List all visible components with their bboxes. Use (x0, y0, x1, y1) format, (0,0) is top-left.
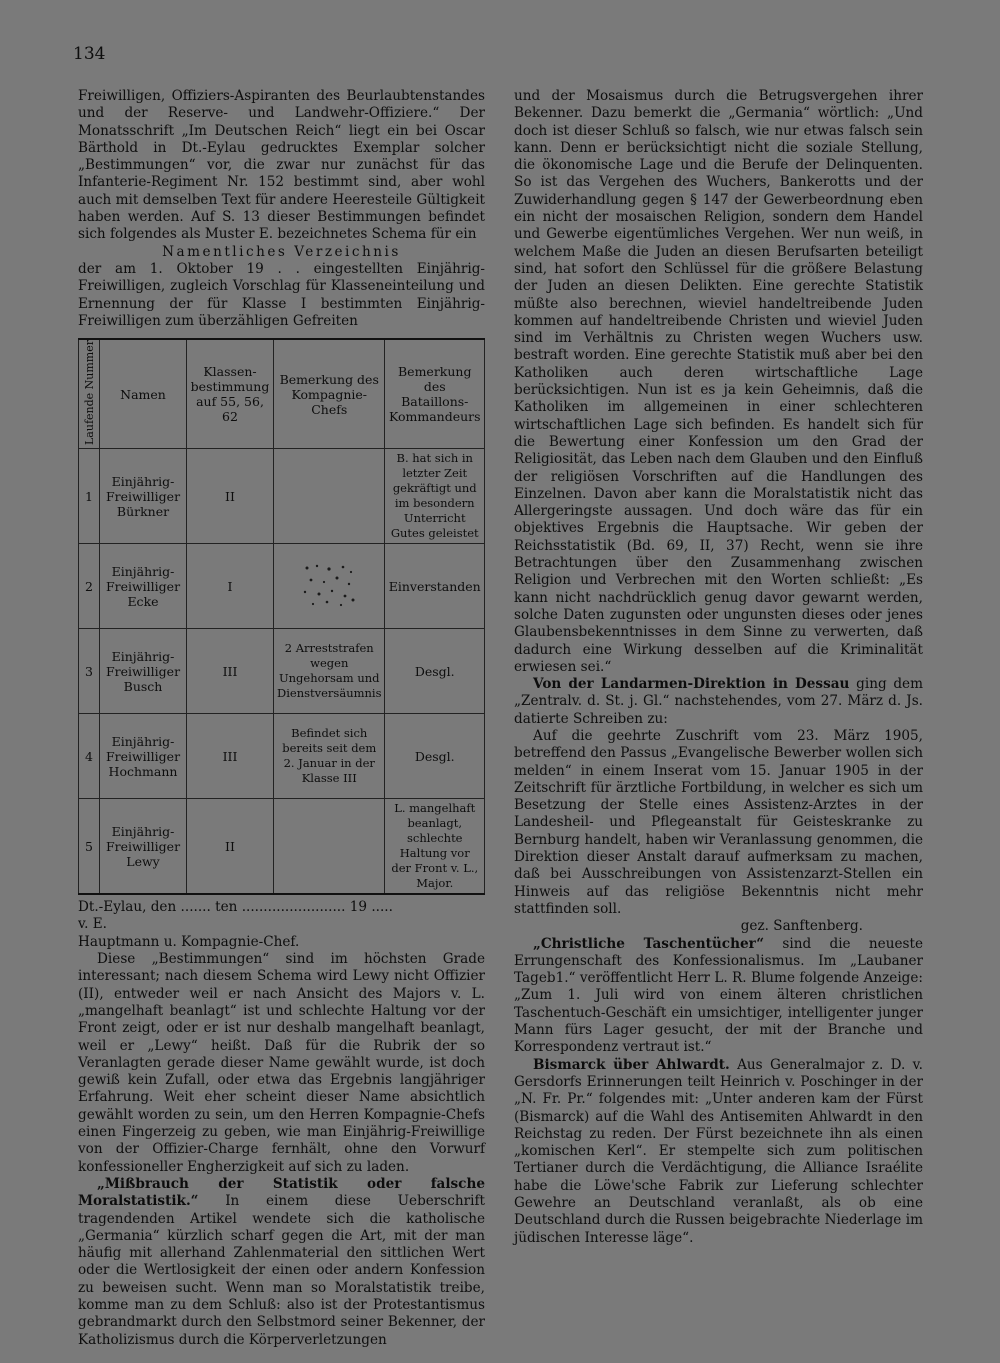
row-number: 4 (79, 714, 100, 799)
stamp-cell (274, 544, 385, 629)
row-chef: Befindet sich bereits seit dem 2. Januar in der Klasse III (274, 714, 385, 799)
table-row (79, 714, 485, 799)
row-name: Einjährig-Freiwilliger Hochmann (100, 714, 187, 799)
right-paragraph-2-text: ging dem „Zentralv. d. St. j. Gl.“ nachstehendes, vom 27. März d. Js. datierte Schreiben zu: (514, 676, 923, 727)
row-klasse: III (187, 714, 274, 799)
right-paragraph-5 (514, 1057, 923, 1247)
letter-signature: gez. Sanftenberg. (740, 918, 863, 935)
table-row (79, 799, 485, 895)
row-chef: 2 Arreststrafen wegen Ungehorsam und Dienstversäumnis (274, 629, 385, 714)
header-kommandeur: Bemerkung des Bataillons-Kommandeurs (385, 339, 485, 449)
left-paragraph-1: Freiwilligen, Offiziers-Aspiranten des Beurlaubtenstandes und der Reserve- und Landwehr-Offiziere.“ Der Monatsschrift „Im Deutschen Reich“ liegt ein bei Oscar Bärthold in Dt.-Eylau gedrucktes Exemplar solcher „Bestimmungen“ vor, die zwar nur zunächst für das Infanterie-Regiment Nr. 152 bestimmt sind, aber wohl auch mit demselben Text für andere Heeresteile Gültigkeit haben werden. Auf S. 13 dieser Bestimmungen befindet sich folgendes als Muster E. bezeichnetes Schema für ein (78, 88, 485, 243)
signature-place: Dt.-Eylau, den ....... ten ........................ 19 ..... (78, 899, 393, 916)
row-number: 3 (79, 629, 100, 714)
row-kommandeur: B. hat sich in letzter Zeit gekräftigt und im besondern Unterricht Gutes geleistet (385, 449, 485, 544)
right-paragraph-4 (514, 936, 923, 1057)
row-kommandeur: Desgl. (385, 714, 485, 799)
right-paragraph-2 (514, 676, 923, 728)
right-paragraph-5-text: Aus Generalmajor z. D. v. Gersdorfs Erinnerungen teilt Heinrich v. Poschinger in der „N. Fr. Pr.“ folgendes mit: „Unter anderen kam der Fürst (Bismarck) auf die Wahl des Antisemiten Ahlwardt in den Reichstag zu reden. Der Fürst bezeichnete ihn als einen „komischen Kerl“. Er stempelte sich zum politischen Tertianer durch die Verdächtigung, die Alliance Israélite habe die Löwe'sche Fabrik zur Lieferung schlechter Gewehre an Deutschland veranlaßt, als ob eine Deutschland durch die Russen beigebrachte Niederlage im jüdischen Interesse läge“. (514, 1056, 924, 1246)
section-heading-statistik: „Mißbrauch der Statistik oder falsche Moralstatistik.“ (78, 1175, 485, 1210)
row-klasse: II (187, 449, 274, 544)
header-laufende-nummer: Laufende Nummer (79, 339, 100, 449)
section-heading-bismarck: Bismarck über Ahlwardt. (533, 1056, 730, 1073)
row-name: Einjährig-Freiwilliger Busch (100, 629, 187, 714)
row-number: 1 (79, 449, 100, 544)
table-header-row (79, 339, 485, 449)
row-kommandeur: Einverstanden (385, 544, 485, 629)
left-paragraph-4-text: In einem diese Ueberschrift tragendenden Artikel wendete sich die katholische „Germania“ kürzlich scharf gegen die Art, mit der man häufig mit allerhand Zahlenmaterial den sittlichen Wert oder die Wertlosigkeit der einen oder andern Konfession zu beweisen sucht. Wenn man so Moralstatistik treibe, komme man zu dem Schluß: also ist der Protestantismus gebrandmarkt durch den Selbstmord seiner Bekenner, der Katholizismus durch die Körperverletzungen (78, 1193, 485, 1348)
row-name: Einjährig-Freiwilliger Bürkner (100, 449, 187, 544)
row-chef (274, 799, 385, 895)
row-chef (274, 449, 385, 544)
row-kommandeur: L. mangelhaft beanlagt, schlechte Haltung vor der Front v. L., Major. (385, 799, 485, 895)
left-paragraph-3: Diese „Bestimmungen“ sind im höchsten Grade interessant; nach diesem Schema wird Lewy nicht Offizier (II), entweder weil er nach Ansicht des Majors v. L. „mangelhaft beanlagt“ ist und schlechte Haltung vor der Front zeigt, oder er ist nur deshalb mangelhaft beanlagt, weil er „Lewy“ heißt. Daß für die Rubrik der so Veranlagten gerade dieser Name gewählt wurde, ist doch gewiß kein Zufall, oder etwa das Ergebnis langjähriger Erfahrung. Weit eher scheint dieser Name absichtlich gewählt worden zu sein, um den Herren Kompagnie-Chefs einen Fingerzeig zu geben, wie man Einjährig-Freiwillige von der Offizier-Charge fernhält, ohne den Vorwurf konfessioneller Engherzigkeit auf sich zu laden. (78, 951, 485, 1175)
right-column (514, 88, 923, 1247)
right-paragraph-4-text: sind die neueste Errungenschaft des Konfessionalismus. Im „Laubaner Tageb1.“ veröffentlicht Herr L. R. Blume folgende Anzeige: „Zum 1. Juli wird von einem älteren christlichen Taschentuch-Geschäft ein umsichtiger, intelligenter junger Mann fürs Lager gesucht, der mit der Branche und Korrespondenz vertraut ist.“ (514, 935, 923, 1056)
table-row (79, 544, 485, 629)
left-column (78, 88, 485, 1349)
row-klasse: II (187, 799, 274, 895)
row-klasse: III (187, 629, 274, 714)
row-number: 2 (79, 544, 100, 629)
row-name: Einjährig-Freiwilliger Lewy (100, 799, 187, 895)
left-paragraph-4 (78, 1176, 485, 1349)
row-name: Einjährig-Freiwilliger Ecke (100, 544, 187, 629)
header-chef: Bemerkung des Kompagnie-Chefs (274, 339, 385, 449)
header-namen: Namen (100, 339, 187, 449)
signature-role: Hauptmann u. Kompagnie-Chef. (78, 933, 300, 950)
left-paragraph-2: der am 1. Oktober 19 . . eingestellten Einjährig-Freiwilligen, zugleich Vorschlag für Klasseneinteilung und Ernennung der für Klasse I bestimmten Einjährig-Freiwilligen zum überzähligen Gefreiten (78, 260, 485, 329)
table-row (79, 629, 485, 714)
ink-stamp-icon (299, 560, 359, 610)
personnel-table (78, 338, 485, 895)
section-heading-taschentuecher: „Christliche Taschentücher“ (533, 935, 765, 952)
row-kommandeur: Desgl. (385, 629, 485, 714)
right-paragraph-3: Auf die geehrte Zuschrift vom 23. März 1905, betreffend den Passus „Evangelische Bewerber wollen sich melden“ in einem Inserat vom 15. Januar 1905 in der Zeitschrift für ärztliche Fortbildung, in welcher es sich um Besetzung der Stelle eines Assistenz-Arztes in der Landesheil- und Pflegeanstalt für Geisteskranke zu Bernburg handelt, haben wir Veranlassung genommen, die Direktion dieser Anstalt darauf aufmerksam zu machen, daß bei Ausschreibungen von Assistenzarzt-Stellen ein Hinweis auf das religiöse Bekenntnis nicht mehr stattfinden soll. (514, 727, 923, 917)
table-row (79, 449, 485, 544)
right-paragraph-1: und der Mosaismus durch die Betrugsvergehen ihrer Bekenner. Dazu bemerkt die „Germania“ wörtlich: „Und doch ist dieser Schluß so falsch, wie nur etwas falsch sein kann. Denn er berücksichtigt nicht die soziale Stellung, die ökonomische Lage und die Berufe der Delinquenten. So ist das Vergehen des Wuchers, Bankerotts und der Zuwiderhandlung gegen § 147 der Gewerbeordnung eben ein nicht der mosaischen Religion, sondern dem Handel und Gewerbe eigentümliches Vergehen. Wer nun weiß, in welchem Maße die Juden an diesen Berufsarten beteiligt sind, hat sofort den Schlüssel für die größere Belastung der Juden an diesen Delikten. Eine gerechte Statistik müßte also berechnen, wieviel handeltreibende Juden kommen auf handeltreibende Christen und wieviel Juden sind im Verhältnis zu Christen wegen Wuchers usw. bestraft worden. Eine gerechte Statistik muß aber bei den Katholiken auch deren wirtschaftliche Lage berücksichtigen. Nun ist es ja kein Geheimnis, daß die Katholiken im allgemeinen in einer schlechteren wirtschaftlichen Lage sich befinden. Es handelt sich für die Bewertung einer Konfession um den Grad der Religiosität, das Leben nach dem Glauben und den Einfluß der religiösen Vorschriften auf die Handlungen des Einzelnen. Davon aber kann die Moralstatistik nicht das Allergeringste aussagen. Und doch wäre das für ein objektives Ergebnis die Hauptsache. Wir geben der Reichsstatistik (Bd. 69, II, 37) Recht, wenn sie ihre Betrachtungen über den Zusammenhang zwischen Religion und Verbrechen mit den Worten schließt: „Es kann nicht nachdrücklich genug davor gewarnt werden, solche Daten zugunsten oder ungunsten dieses oder jenes Glaubensbekenntnisses in dem Sinne zu verwerten, daß dadurch eine Wirkung desselben auf die Kriminalität erwiesen sei.“ (514, 88, 923, 675)
verzeichnis-title: Namentliches Verzeichnis (162, 243, 401, 260)
page-number: 134 (73, 44, 106, 64)
section-heading-dessau: Von der Landarmen-Direktion in Dessau (533, 676, 850, 693)
signature-initial: v. E. (78, 916, 107, 933)
row-klasse: I (187, 544, 274, 629)
row-number: 5 (79, 799, 100, 895)
header-klasse: Klassen-bestimmung auf 55, 56, 62 (187, 339, 274, 449)
